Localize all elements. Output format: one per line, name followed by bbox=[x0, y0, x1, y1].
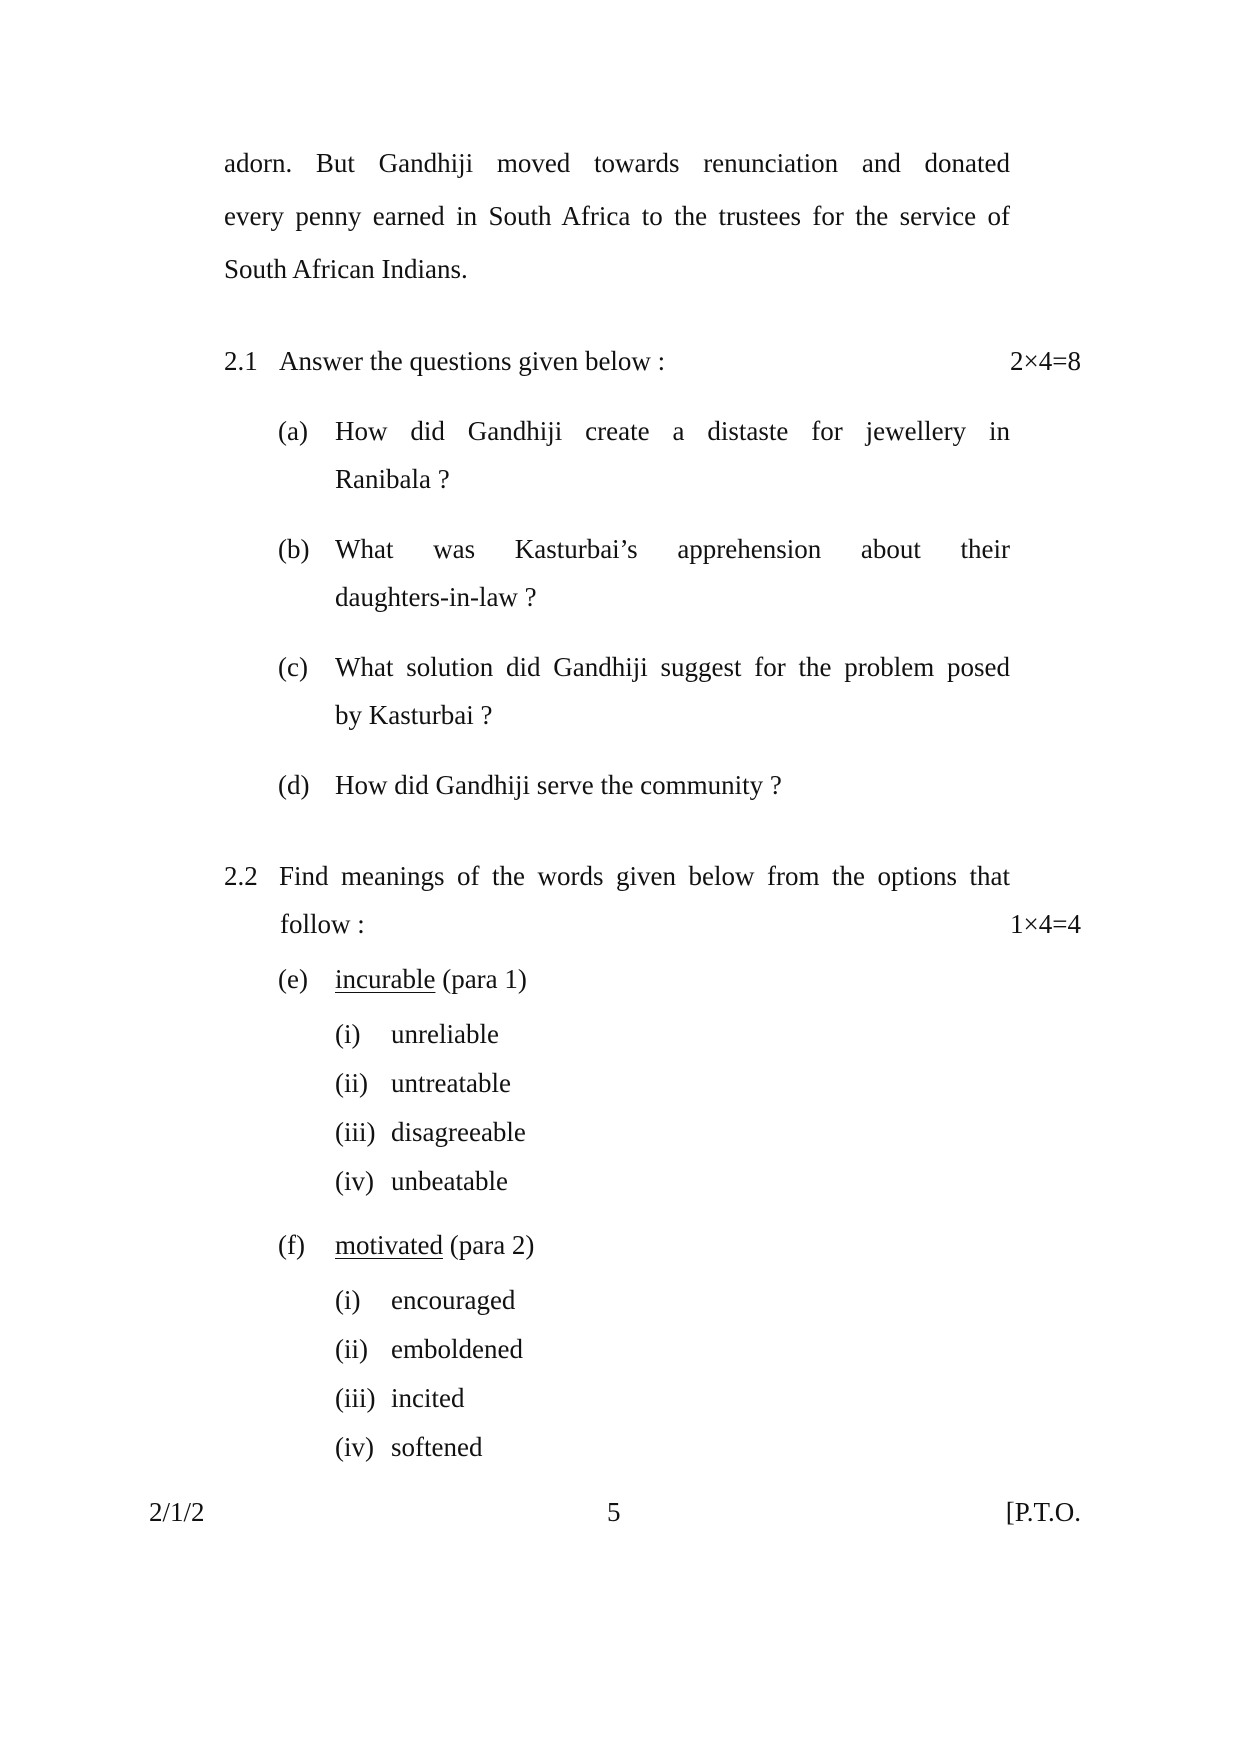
item-text: What solution did Gandhiji suggest for the problem posed bbox=[335, 652, 1010, 682]
option-text: encouraged bbox=[391, 1285, 516, 1315]
pto-marker: [P.T.O. bbox=[1005, 1497, 1081, 1527]
option-text: unbeatable bbox=[391, 1166, 508, 1196]
option-number: (iii) bbox=[335, 1117, 376, 1147]
question-prompt: Answer the questions given below : bbox=[279, 346, 666, 376]
option-text: emboldened bbox=[391, 1334, 523, 1364]
option-number: (ii) bbox=[335, 1334, 368, 1364]
item-text: How did Gandhiji serve the community ? bbox=[335, 770, 782, 800]
item-text: Ranibala ? bbox=[335, 464, 450, 494]
question-number: 2.2 bbox=[224, 861, 258, 891]
question-marks: 2×4=8 bbox=[1010, 346, 1081, 376]
vocab-item bbox=[335, 1230, 534, 1261]
option-number: (i) bbox=[335, 1019, 361, 1049]
item-text: How did Gandhiji create a distaste for jewellery in bbox=[335, 416, 1010, 446]
item-text: What was Kasturbai’s apprehension about their bbox=[335, 534, 1010, 564]
vocab-item bbox=[335, 964, 527, 995]
page-number: 5 bbox=[607, 1497, 621, 1527]
passage-line-1: adorn. But Gandhiji moved towards renunciation and donated bbox=[224, 148, 1010, 178]
paper-code: 2/1/2 bbox=[149, 1497, 205, 1527]
question-number: 2.1 bbox=[224, 346, 258, 376]
vocab-word: motivated bbox=[335, 1230, 443, 1260]
option-text: disagreeable bbox=[391, 1117, 526, 1147]
option-text: incited bbox=[391, 1383, 465, 1413]
option-text: unreliable bbox=[391, 1019, 499, 1049]
item-text: daughters-in-law ? bbox=[335, 582, 537, 612]
option-number: (iii) bbox=[335, 1383, 376, 1413]
passage-line-3: South African Indians. bbox=[224, 254, 468, 284]
question-prompt: follow : bbox=[280, 909, 365, 939]
option-text: untreatable bbox=[391, 1068, 511, 1098]
option-number: (iv) bbox=[335, 1166, 374, 1196]
item-label: (d) bbox=[278, 770, 310, 800]
option-number: (iv) bbox=[335, 1432, 374, 1462]
vocab-ref: (para 2) bbox=[442, 1230, 535, 1260]
item-text: by Kasturbai ? bbox=[335, 700, 493, 730]
item-label: (b) bbox=[278, 534, 310, 564]
passage-line-2: every penny earned in South Africa to the trustees for the service of bbox=[224, 201, 1010, 231]
vocab-ref: (para 1) bbox=[435, 964, 527, 994]
item-label: (f) bbox=[278, 1230, 305, 1260]
option-number: (ii) bbox=[335, 1068, 368, 1098]
option-number: (i) bbox=[335, 1285, 361, 1315]
item-label: (c) bbox=[278, 652, 308, 682]
option-text: softened bbox=[391, 1432, 483, 1462]
question-prompt: Find meanings of the words given below from the options that bbox=[279, 861, 1010, 891]
item-label: (e) bbox=[278, 964, 308, 994]
question-marks: 1×4=4 bbox=[1010, 909, 1081, 939]
vocab-word: incurable bbox=[335, 964, 436, 994]
item-label: (a) bbox=[278, 416, 308, 446]
